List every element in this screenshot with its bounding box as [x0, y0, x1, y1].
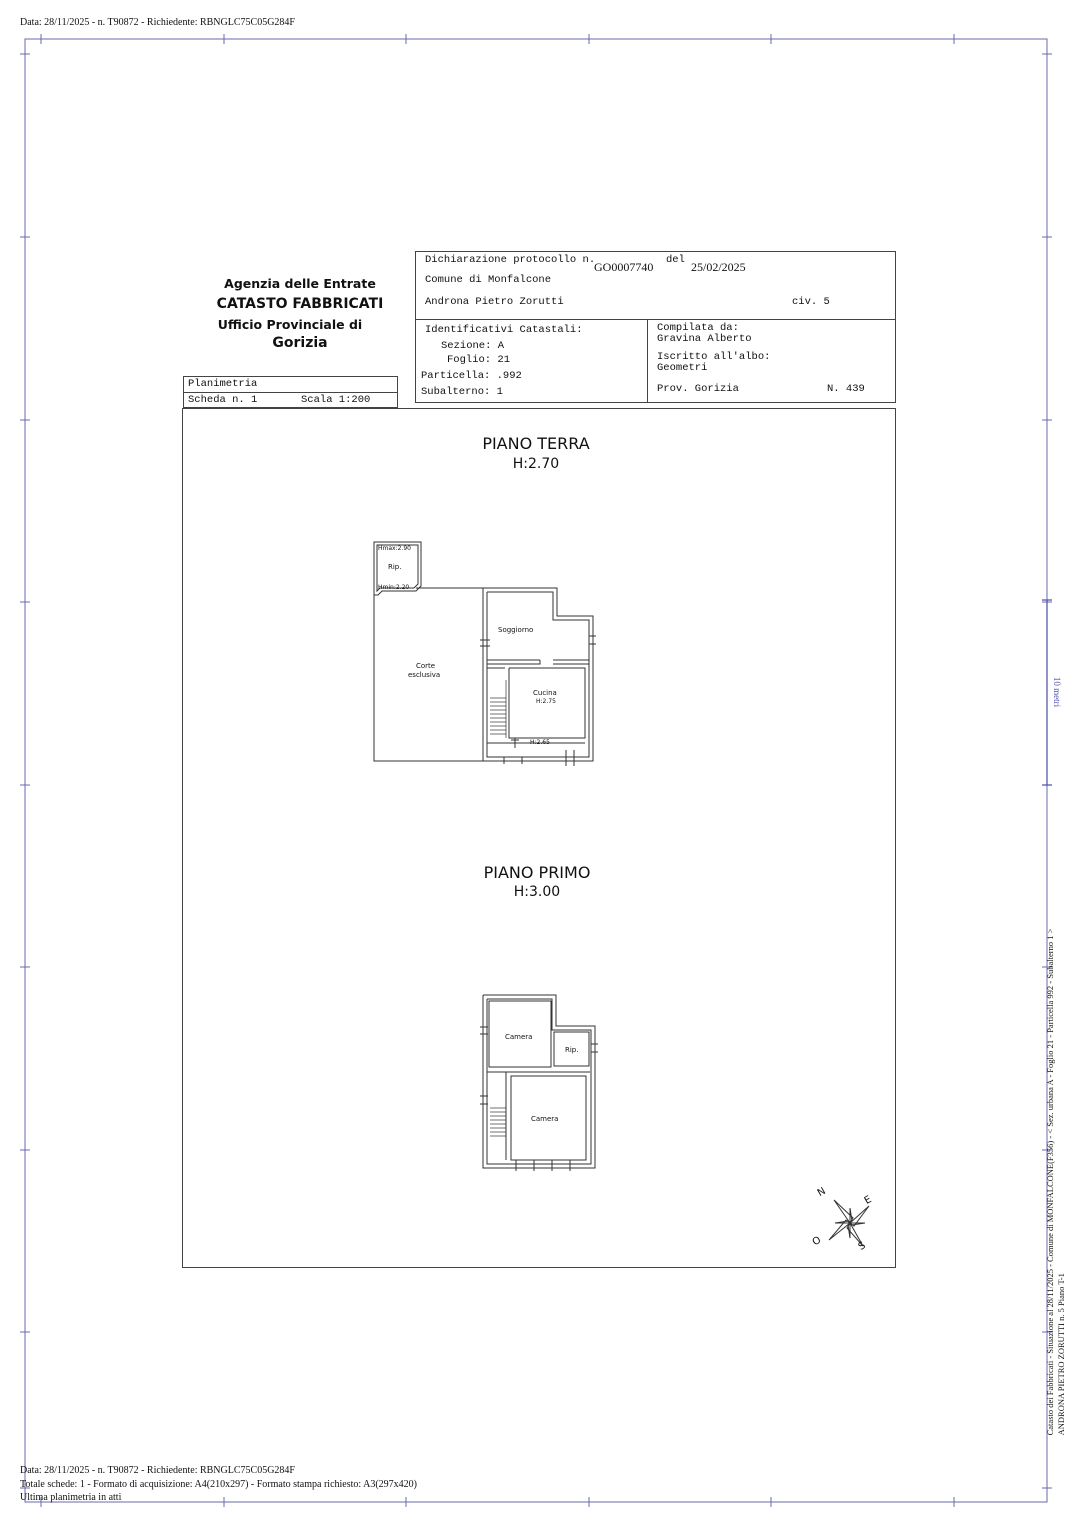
planimetria-box [183, 376, 398, 408]
side-text-line2: ANDRONA PIETRO ZORUTTI n. 5 Piano T-1 [1056, 1273, 1066, 1436]
compass-n: N [815, 1185, 828, 1200]
cucina-height: H:2.75 [536, 698, 556, 705]
rip-hmin: Hmin:2.20 [378, 584, 410, 591]
cucina-label: Cucina [533, 689, 557, 697]
civ-label: civ. 5 [792, 296, 830, 308]
footer-line1: Data: 28/11/2025 - n. T90872 - Richiedente: RBNGLC75C05G284F [20, 1465, 295, 1476]
albo-number: N. 439 [827, 383, 865, 395]
office-label: Ufficio Provinciale di [217, 317, 363, 332]
side-text-line1: Catasto dei Fabbricati - Situazione al 28/11/2025 - Comune di MONFALCONE(F356) - < Sez. urbana A - Foglio 21 - Particella 992 - Subalterno 1 > [1045, 928, 1055, 1436]
declaration-box [415, 251, 896, 403]
first-floor-plan [480, 992, 600, 1172]
footer-line2: Totale schede: 1 - Formato di acquisizione: A4(210x297) - Formato stampa richiesto: A3(297x420) [20, 1479, 417, 1490]
subalterno-value: Subalterno: 1 [421, 386, 503, 398]
rip-hmax: Hmax:2.90 [378, 545, 411, 552]
protocol-label: Dichiarazione protocollo n. [425, 254, 596, 266]
ground-floor-title: PIANO TERRA [482, 434, 590, 453]
scheda-label: Scheda n. 1 [188, 394, 258, 406]
particella-value: Particella: .992 [421, 370, 522, 382]
ground-rip-label: Rip. [388, 563, 402, 571]
compass-e: E [862, 1194, 874, 1207]
first-floor-title: PIANO PRIMO [483, 863, 591, 882]
albo-value: Geometri [657, 362, 708, 374]
ground-floor-plan [370, 540, 600, 770]
agency-name: Agenzia delle Entrate [224, 276, 376, 291]
compiler-label: Compilata da: [657, 322, 739, 334]
first-floor-height: H:3.00 [513, 884, 561, 900]
protocol-date: 25/02/2025 [691, 260, 746, 274]
header-text: Data: 28/11/2025 - n. T90872 - Richiedente: RBNGLC75C05G284F [20, 17, 295, 28]
footer-line3: Ultima planimetria in atti [20, 1492, 122, 1503]
first-rip-label: Rip. [565, 1046, 579, 1054]
identifiers-title: Identificativi Catastali: [425, 324, 583, 336]
foglio-value: Foglio: 21 [447, 354, 511, 366]
compass-s: S [856, 1240, 868, 1253]
camera1-label: Camera [505, 1033, 533, 1041]
protocol-number: GO0007740 [594, 260, 654, 274]
prov-label: Prov. Gorizia [657, 383, 739, 395]
compiler-name: Gravina Alberto [657, 333, 752, 345]
soggiorno-label: Soggiorno [498, 626, 534, 634]
office-city: Gorizia [272, 335, 328, 351]
compass-rose-icon [815, 1185, 885, 1258]
scala-label: Scala 1:200 [301, 394, 371, 406]
ground-floor-height: H:2.70 [512, 456, 560, 472]
catasto-title: CATASTO FABBRICATI [216, 296, 384, 312]
camera2-label: Camera [531, 1115, 559, 1123]
h265-label: H:2.65 [530, 739, 550, 746]
date-label: del [666, 254, 685, 266]
esclusiva-label: esclusiva [408, 671, 441, 679]
scale-bar-label: 10 metri [1052, 676, 1062, 708]
comune-label: Comune di Monfalcone [425, 274, 552, 286]
sezione-value: Sezione: A [441, 340, 505, 352]
compass-o: O [810, 1234, 824, 1249]
albo-label: Iscritto all'albo: [657, 351, 771, 363]
planimetria-title: Planimetria [188, 378, 258, 390]
corte-label: Corte [416, 662, 436, 670]
address-label: Androna Pietro Zorutti [425, 296, 564, 308]
